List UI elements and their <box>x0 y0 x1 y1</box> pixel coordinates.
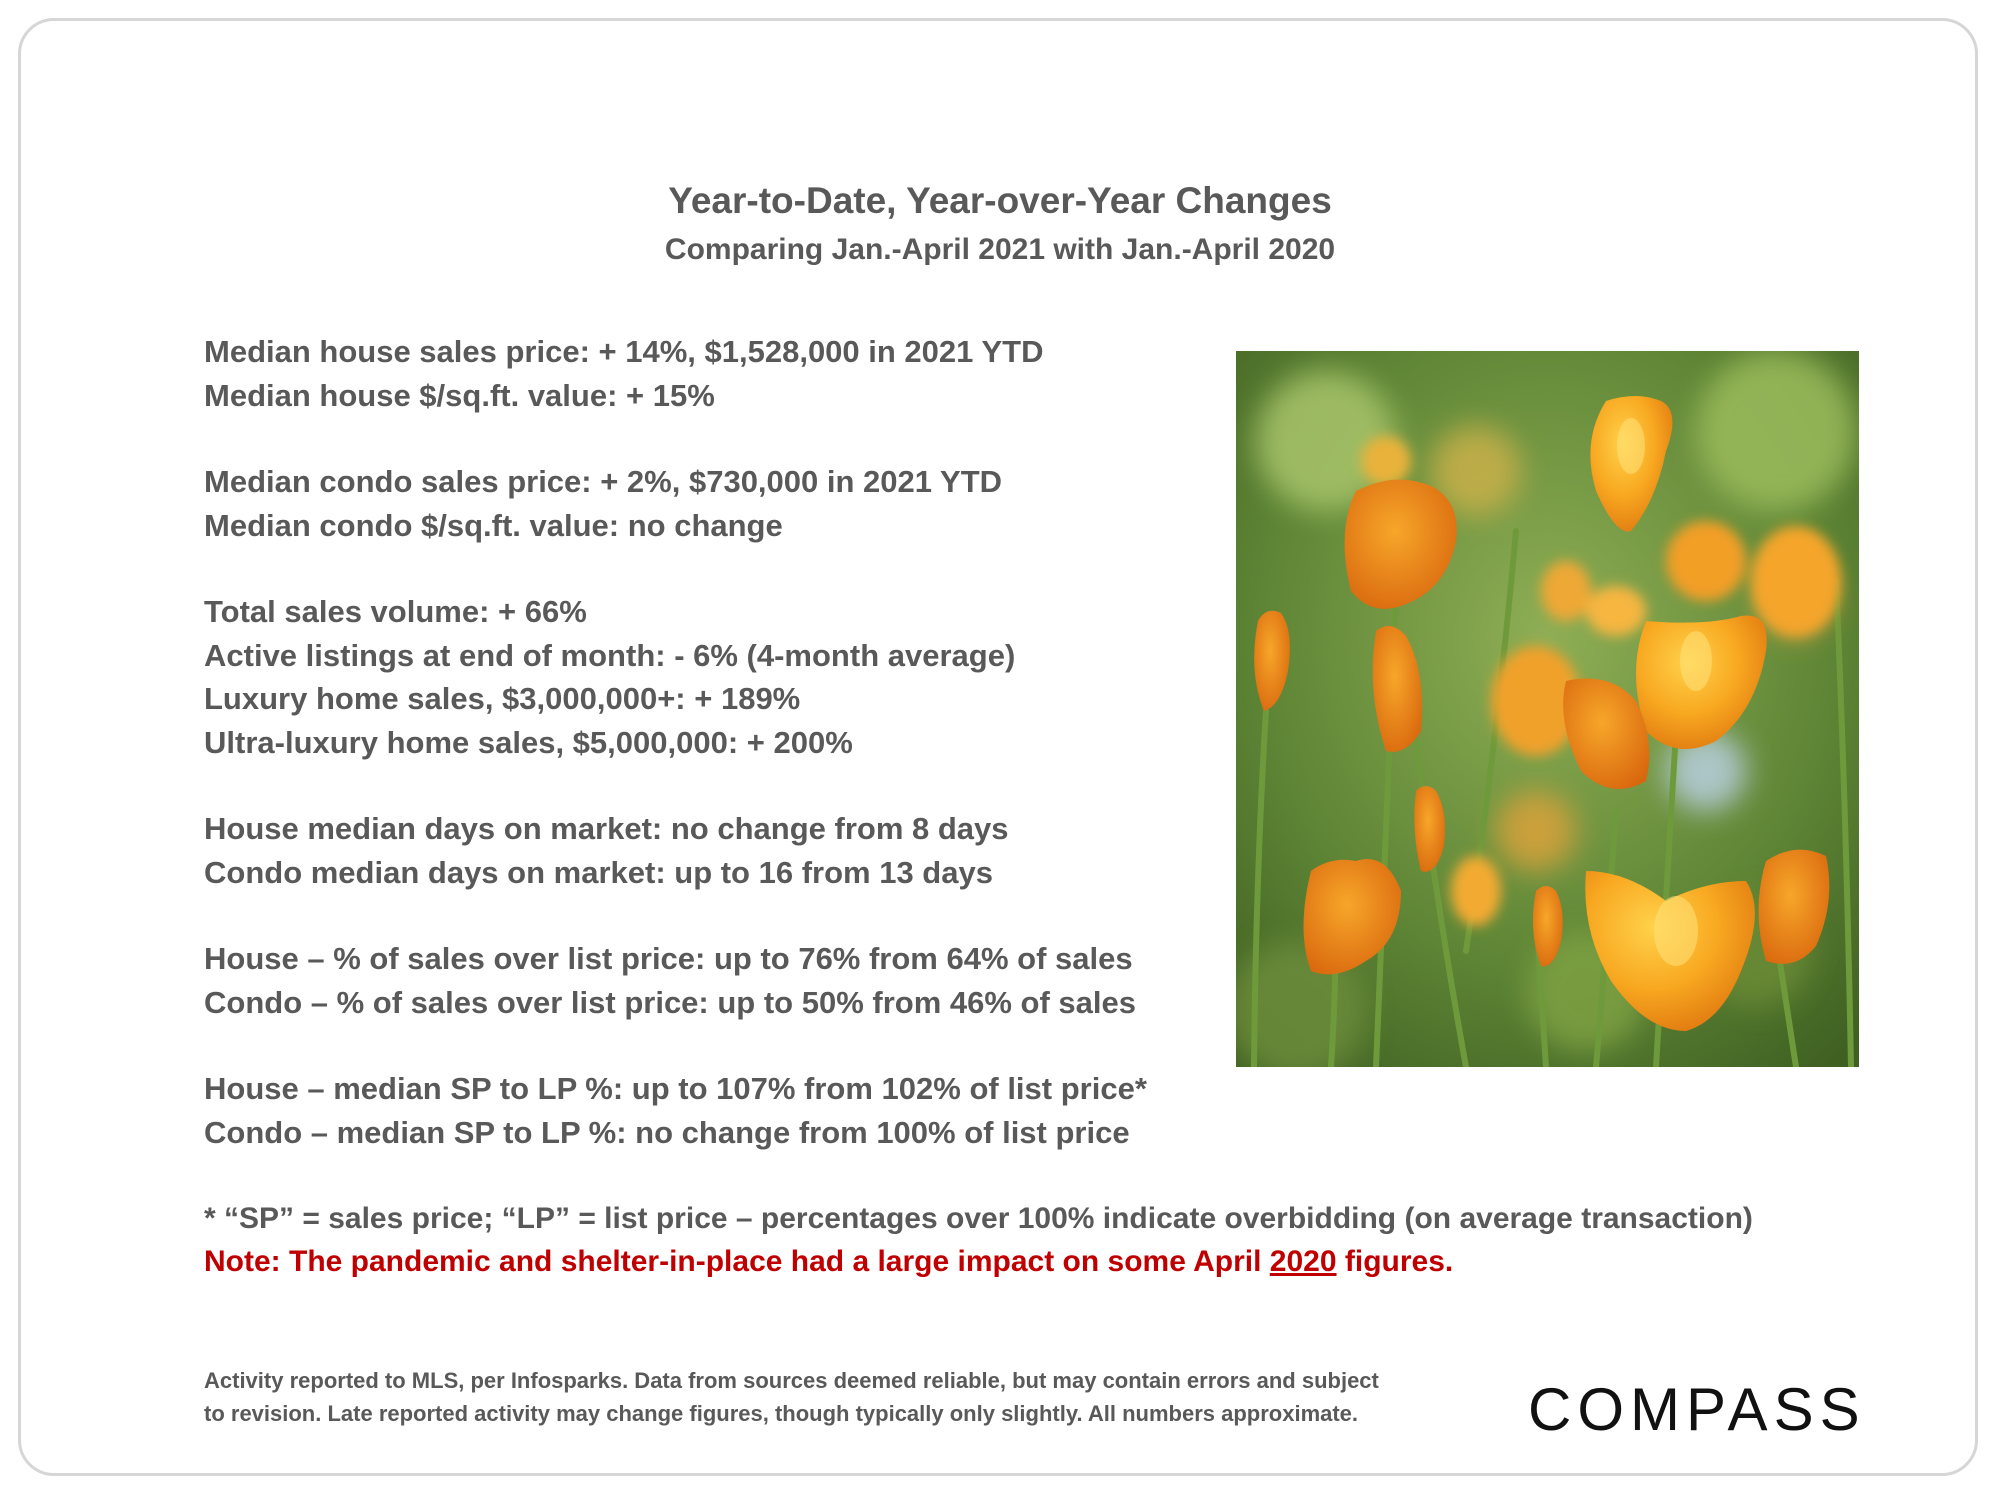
house-price-group <box>204 330 1204 417</box>
page-subtitle: Comparing Jan.-April 2021 with Jan.-April 2020 <box>664 233 1336 266</box>
compass-logo: COMPASS <box>1528 1376 1866 1443</box>
stat-condo-sp-lp: Condo – median SP to LP %: no change from 100% of list price <box>204 1114 1130 1150</box>
stat-house-price: Median house sales price: + 14%, $1,528,000 in 2021 YTD <box>204 334 1044 369</box>
poppy-flowers-illustration <box>1236 351 1859 1067</box>
stat-condo-dom: Condo median days on market: up to 16 from 13 days <box>204 854 993 890</box>
poppy-flowers-photo <box>1236 351 1859 1067</box>
over-list-group <box>204 937 1204 1024</box>
sp-lp-group <box>204 1067 1204 1154</box>
disclaimer-line-1: Activity reported to MLS, per Infosparks. Data from sources deemed reliable, but may contain errors and subject <box>204 1368 1379 1393</box>
stats-list <box>204 330 1204 1197</box>
disclaimer-line-2: to revision. Late reported activity may change figures, though typically only slightly. All numbers approximate. <box>204 1401 1359 1426</box>
stat-house-sqft: Median house $/sq.ft. value: + 15% <box>204 377 715 413</box>
stat-total-volume: Total sales volume: + 66% <box>204 594 587 629</box>
stat-luxury-sales: Luxury home sales, $3,000,000+: + 189% <box>204 681 801 716</box>
stat-condo-over-list: Condo – % of sales over list price: up to 50% from 46% of sales <box>204 984 1136 1020</box>
volume-group <box>204 590 1204 764</box>
note-text-after: figures. <box>1336 1245 1454 1278</box>
stat-condo-price: Median condo sales price: + 2%, $730,000 in 2021 YTD <box>204 464 1003 499</box>
stat-house-over-list: House – % of sales over list price: up to 76% from 64% of sales <box>204 941 1133 976</box>
stat-ultra-luxury-sales: Ultra-luxury home sales, $5,000,000: + 200% <box>204 724 853 760</box>
note-text-before: Note: The pandemic and shelter-in-place had a large impact on some April <box>204 1245 1270 1278</box>
condo-price-group <box>204 460 1204 547</box>
disclaimer <box>204 1364 1524 1430</box>
footnote: * “SP” = sales price; “LP” = list price – percentages over 100% indicate overbidding (on average transaction) <box>204 1202 1753 1235</box>
page-title: Year-to-Date, Year-over-Year Changes <box>668 180 1332 221</box>
pandemic-note <box>204 1240 1453 1284</box>
stat-active-listings: Active listings at end of month: - 6% (4-month average) <box>204 637 1016 673</box>
stat-house-dom: House median days on market: no change from 8 days <box>204 811 1009 846</box>
days-on-market-group <box>204 807 1204 894</box>
note-year-underlined: 2020 <box>1269 1245 1337 1278</box>
stat-condo-sqft: Median condo $/sq.ft. value: no change <box>204 507 783 543</box>
stat-house-sp-lp: House – median SP to LP %: up to 107% from 102% of list price* <box>204 1071 1147 1106</box>
